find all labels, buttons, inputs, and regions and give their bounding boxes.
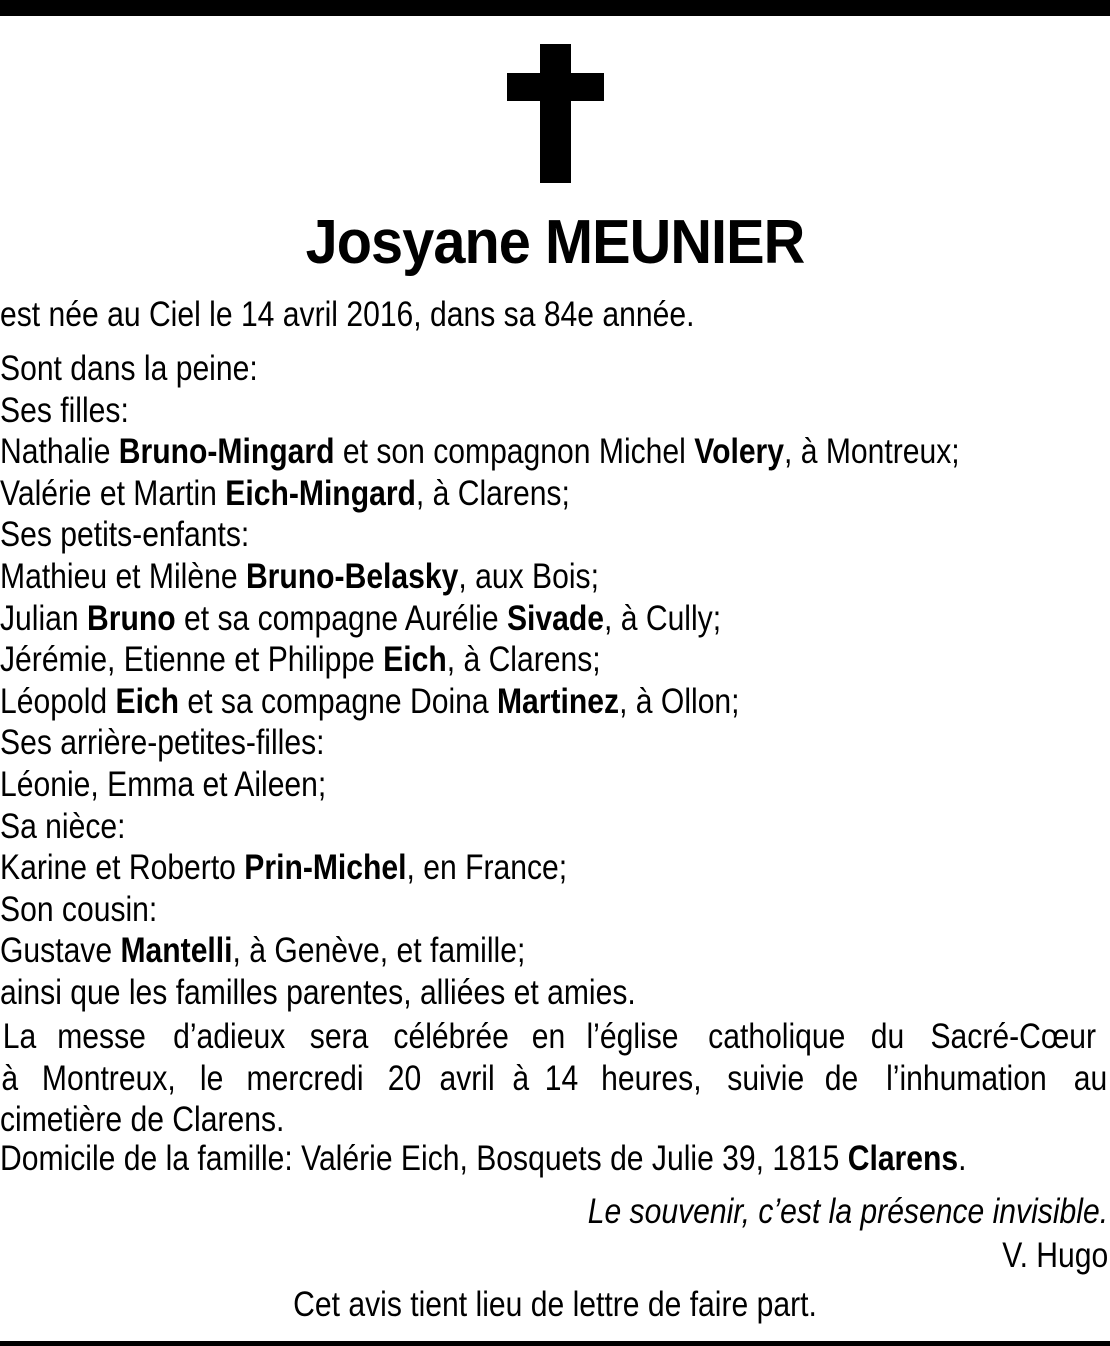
text-segment: , à Genève, et famille; [232,931,526,971]
mourner-line [0,889,955,931]
ceremony-line [0,1016,1110,1058]
mourner-line [0,348,955,390]
word: l’église [586,1017,679,1056]
cross-icon [507,44,604,183]
text-segment: , à Clarens; [446,640,601,680]
ceremony-line [0,1058,1110,1100]
word: suivie [727,1058,805,1098]
memorial-quote: Le souvenir, c’est la présence invisible. [587,1192,1108,1231]
mourner-line [0,764,955,806]
family-surname: Clarens [847,1139,959,1178]
word: à [512,1058,530,1098]
mourner-line [0,930,955,972]
mourner-line [0,639,955,681]
text-segment: Mathieu et Milène [0,556,246,596]
word: mercredi [246,1058,364,1098]
word: avril [439,1058,496,1098]
family-surname: Bruno [87,598,176,638]
text-segment: Ses filles: [0,390,129,430]
family-surname: Bruno-Belasky [245,556,459,596]
text-segment: ainsi que les familles parentes, alliées et amies. [0,972,636,1012]
family-surname: Prin-Michel [244,848,407,888]
text-segment: Ses petits-enfants: [0,515,250,555]
text-segment: Valérie et Martin [0,473,226,513]
text-segment: Léopold [0,681,116,721]
family-surname: Eich-Mingard [225,473,416,513]
word: en [532,1017,566,1056]
mourner-line [0,431,960,473]
text-segment: , à Cully; [604,598,722,638]
text-segment: Sa nièce: [0,806,126,846]
mourner-line [0,847,955,889]
word: le [200,1058,224,1098]
text-segment: et sa compagne Aurélie [175,598,507,638]
text-segment: Son cousin: [0,889,158,929]
mourner-line [0,681,955,723]
text-segment: Gustave [0,931,121,971]
word: au [1073,1058,1108,1098]
text-segment: et son compagnon Michel [334,432,695,472]
text-segment: Nathalie [0,432,119,472]
mourner-line [0,598,955,640]
word: Montreux, [41,1058,176,1098]
mourner-line [0,556,955,598]
text-segment: et sa compagne Doina [179,681,497,721]
word: messe [57,1017,146,1056]
text-segment: Sont dans la peine: [0,349,258,388]
text-segment: , à Ollon; [619,681,740,721]
top-border-rule [0,0,1110,16]
family-surname: Bruno-Mingard [118,432,335,472]
text-segment: Ses arrière-petites-filles: [0,723,325,763]
mourner-line [0,806,955,848]
text-segment: , en France; [406,848,568,888]
family-surname: Mantelli [120,931,233,971]
mourner-line [0,390,955,432]
text-segment: Julian [0,598,88,638]
family-surname: Sivade [506,598,605,638]
word: l’inhumation [885,1058,1047,1098]
word: sera [309,1017,369,1056]
deceased-name: Josyane MEUNIER [305,208,805,277]
word: célébrée [393,1017,510,1056]
word: heures, [600,1058,702,1098]
mourner-line [0,473,955,515]
family-surname: Eich [115,681,180,721]
word: à [1,1058,19,1098]
word: de [824,1058,859,1098]
family-address [0,1139,967,1179]
family-surname: Volery [694,432,785,472]
word: d’adieux [172,1017,286,1056]
mourner-line [0,722,955,764]
quote-author: V. Hugo [1001,1236,1108,1275]
family-surname: Eich [383,640,447,680]
word: 20 [387,1058,422,1098]
mourner-line [0,972,955,1014]
word: La [2,1017,37,1056]
text-segment: Jérémie, Etienne et Philippe [0,640,384,680]
word: Sacré-Cœur [930,1017,1097,1056]
ceremony-line: cimetière de Clarens. [0,1100,285,1140]
text-segment: Domicile de la famille: Valérie Eich, Bosquets de Julie 39, 1815 [0,1139,848,1178]
family-surname: Martinez [496,681,620,721]
death-announcement: est née au Ciel le 14 avril 2016, dans sa 84e année. [0,295,695,334]
text-segment: , à Montreux; [784,432,960,472]
word: du [870,1017,904,1056]
text-segment: , à Clarens; [415,473,570,513]
word: 14 [544,1058,579,1098]
mourners-list [0,348,1110,1014]
word: catholique [708,1017,846,1056]
bottom-border-rule [0,1341,1110,1346]
text-segment: Karine et Roberto [0,848,245,888]
text-segment: . [958,1139,967,1178]
notice-footer: Cet avis tient lieu de lettre de faire part. [293,1285,817,1324]
text-segment: , aux Bois; [458,556,599,596]
ceremony-paragraph [0,1016,1110,1141]
text-segment: Léonie, Emma et Aileen; [0,764,327,804]
mourner-line [0,514,955,556]
